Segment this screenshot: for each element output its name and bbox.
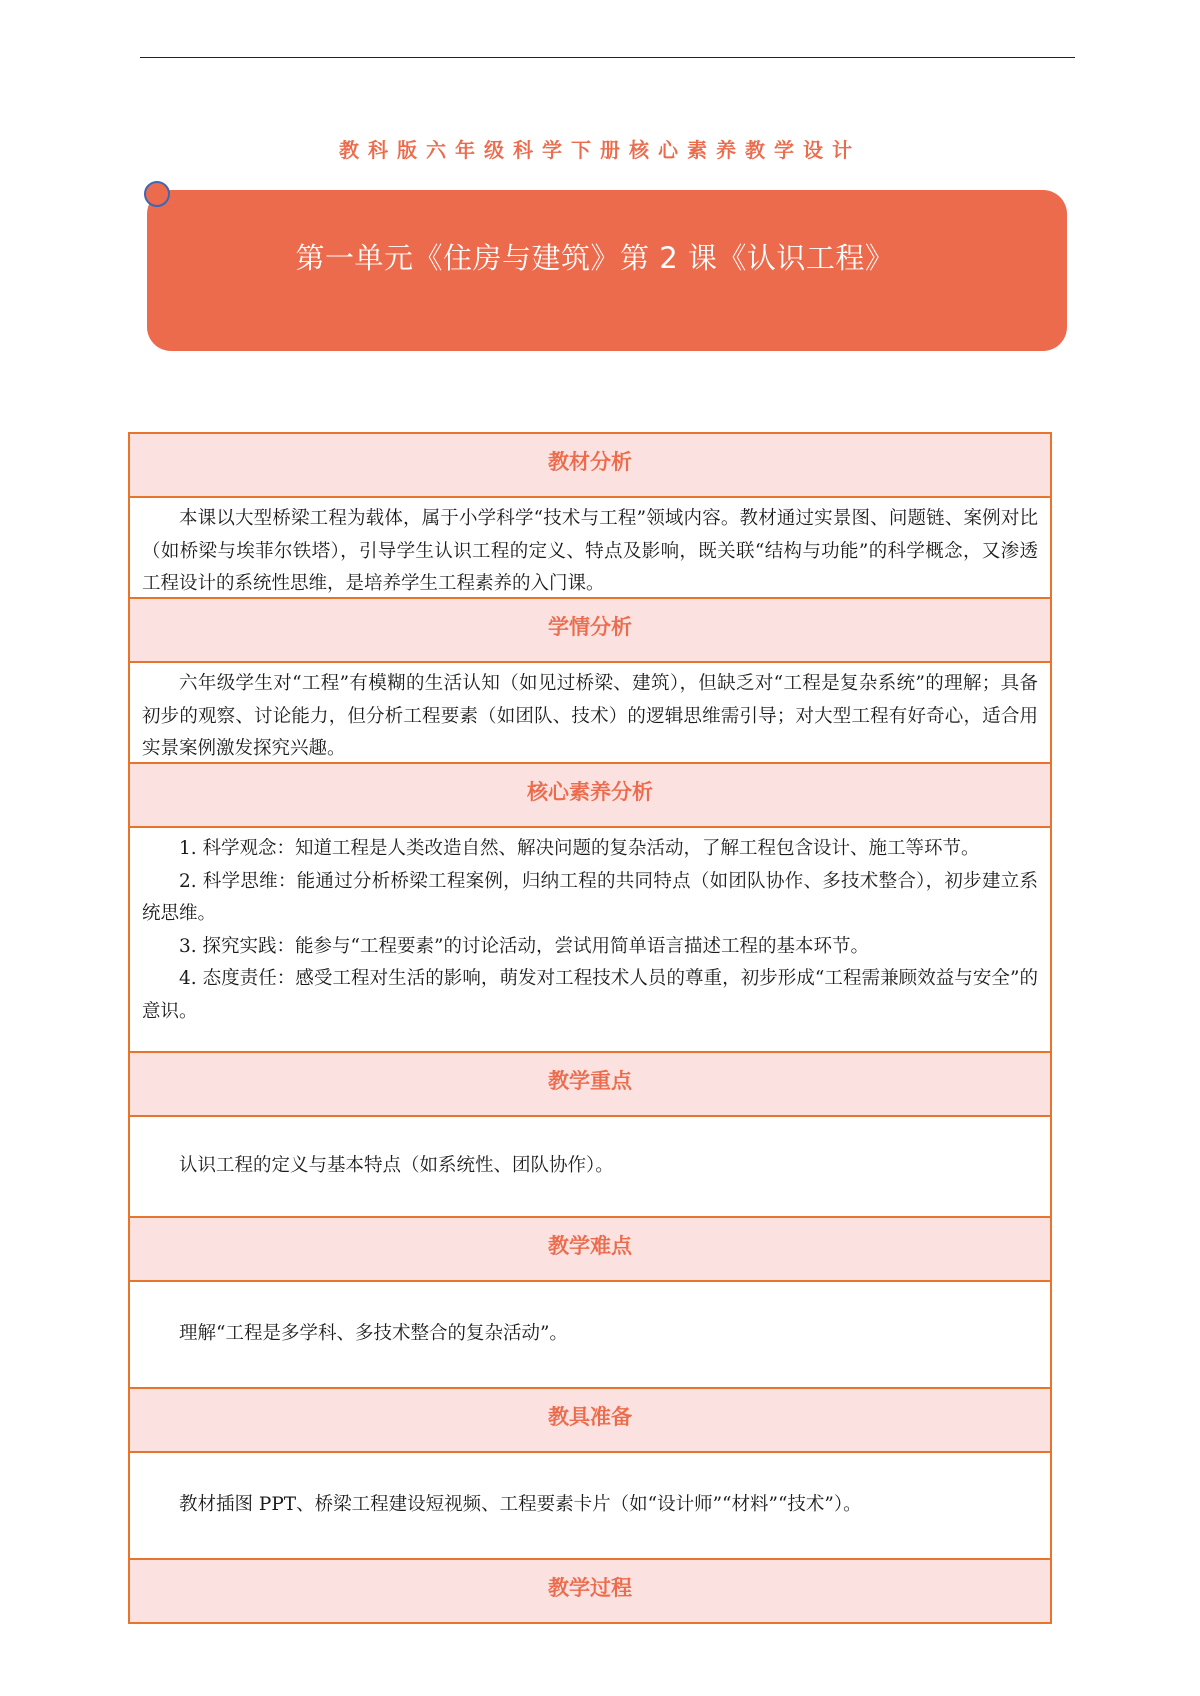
literacy-item: 4. 态度责任：感受工程对生活的影响，萌发对工程技术人员的尊重，初步形成“工程需兼顾效益与安全”的意识。 xyxy=(142,968,1038,1022)
paragraph: 理解“工程是多学科、多技术整合的复杂活动”。 xyxy=(179,1323,568,1345)
header-rule xyxy=(140,57,1075,58)
section-heading-learner-analysis: 学情分析 xyxy=(130,599,1050,663)
section-heading-difficult-points: 教学难点 xyxy=(130,1218,1050,1282)
section-heading-core-literacy: 核心素养分析 xyxy=(130,764,1050,828)
section-body-teaching-aids xyxy=(130,1453,1050,1560)
literacy-item: 2. 科学思维：能通过分析桥梁工程案例，归纳工程的共同特点（如团队协作、多技术整合），初步建立系统思维。 xyxy=(142,870,1038,924)
series-title: 教科版六年级科学下册核心素养教学设计 xyxy=(339,138,861,162)
lesson-plan-table xyxy=(128,432,1052,1624)
section-body-learner-analysis xyxy=(130,663,1050,764)
literacy-item: 1. 科学观念：知道工程是人类改造自然、解决问题的复杂活动，了解工程包含设计、施工等环节。 xyxy=(179,838,980,859)
section-heading-teaching-process: 教学过程 xyxy=(130,1560,1050,1622)
section-heading-textbook-analysis: 教材分析 xyxy=(130,434,1050,498)
literacy-item: 3. 探究实践：能参与“工程要素”的讨论活动，尝试用简单语言描述工程的基本环节。 xyxy=(179,935,869,957)
paragraph: 本课以大型桥梁工程为载体，属于小学科学“技术与工程”领域内容。教材通过实景图、问题链、案例对比（如桥梁与埃菲尔铁塔），引导学生认识工程的定义、特点及影响，既关联“结构与功能”的科学概念，又渗透工程设计的系统性思维，是培养学生工程素养的入门课。 xyxy=(142,508,1038,594)
section-body-textbook-analysis xyxy=(130,498,1050,599)
paragraph: 六年级学生对“工程”有模糊的生活认知（如见过桥梁、建筑），但缺乏对“工程是复杂系统”的理解；具备初步的观察、讨论能力，但分析工程要素（如团队、技术）的逻辑思维需引导；对大型工程有好奇心，适合用实景案例激发探究兴趣。 xyxy=(142,673,1038,759)
section-heading-teaching-aids: 教具准备 xyxy=(130,1389,1050,1453)
section-body-key-points xyxy=(130,1117,1050,1218)
section-heading-key-points: 教学重点 xyxy=(130,1053,1050,1117)
section-body-difficult-points xyxy=(130,1282,1050,1389)
paragraph: 认识工程的定义与基本特点（如系统性、团队协作）。 xyxy=(179,1155,614,1177)
lesson-title: 第一单元《住房与建筑》第 2 课《认识工程》 xyxy=(295,241,895,275)
banner-dot-decoration xyxy=(144,181,170,207)
paragraph: 教材插图 PPT、桥梁工程建设短视频、工程要素卡片（如“设计师”“材料”“技术”）。 xyxy=(179,1494,862,1516)
section-body-core-literacy xyxy=(130,828,1050,1053)
